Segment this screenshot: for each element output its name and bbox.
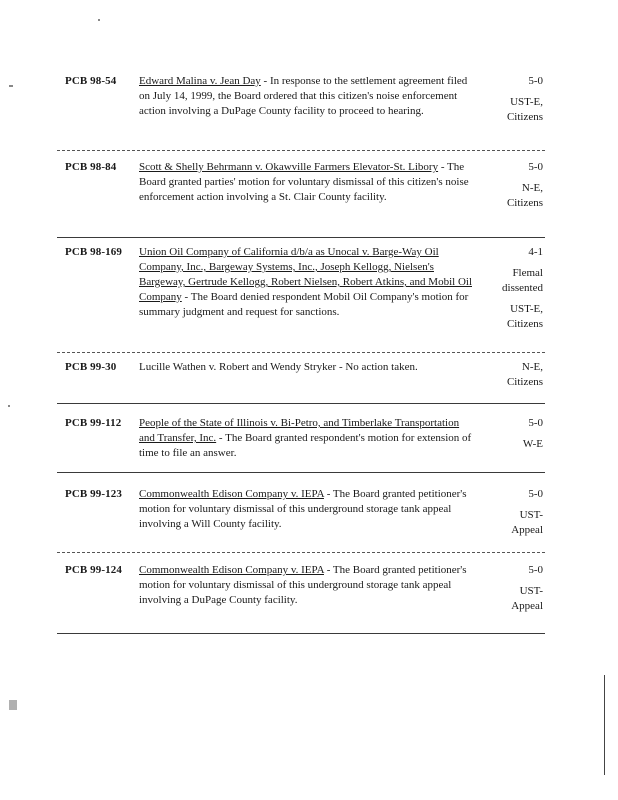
entry-separator bbox=[57, 150, 545, 151]
entry-separator bbox=[57, 633, 545, 634]
case-entry bbox=[57, 416, 545, 466]
case-category: Citizens bbox=[506, 376, 543, 388]
case-category: Appeal bbox=[511, 524, 543, 536]
case-entry bbox=[57, 487, 545, 537]
case-description bbox=[139, 360, 475, 375]
vote-tally: 5-0 bbox=[528, 161, 543, 173]
case-number: PCB 98-169 bbox=[65, 246, 122, 258]
case-description bbox=[139, 416, 475, 461]
case-description bbox=[139, 563, 475, 608]
vote-column bbox=[483, 360, 543, 390]
case-type: N-E, bbox=[521, 361, 543, 373]
case-parties: Union Oil Company of California d/b/a as Unocal v. Barge-Way Oil Company, Inc., Bargeway Systems, Inc., Joseph Kellogg, Nielsen's Bargeway, Gertrude Kellogg, Robert Nielsen, Robert Atkins, and Mobil Oil Company bbox=[139, 246, 472, 303]
dissent-name: Flemal bbox=[512, 267, 543, 279]
case-category: Citizens bbox=[506, 111, 543, 123]
vote-column bbox=[483, 416, 543, 452]
case-description bbox=[139, 74, 475, 119]
entry-separator bbox=[57, 552, 545, 553]
case-entry bbox=[57, 245, 545, 345]
vote-column bbox=[483, 74, 543, 125]
case-type: N-E, bbox=[521, 182, 543, 194]
entry-separator bbox=[57, 237, 545, 238]
case-number: PCB 98-54 bbox=[65, 75, 117, 87]
case-parties: Commonwealth Edison Company v. IEPA bbox=[139, 488, 324, 500]
entry-separator bbox=[57, 403, 545, 404]
scan-speck bbox=[604, 675, 605, 775]
case-parties: Scott & Shelly Behrmann v. Okawville Farmers Elevator-St. Libory bbox=[139, 161, 439, 173]
vote-column bbox=[483, 563, 543, 614]
case-action-text: - The Board denied respondent Mobil Oil Company's motion for summary judgment and request for sanctions. bbox=[139, 291, 469, 318]
case-category: Citizens bbox=[506, 197, 543, 209]
scan-speck bbox=[98, 19, 100, 21]
case-type: UST- bbox=[519, 509, 543, 521]
case-parties: People of the State of Illinois v. Bi-Petro, and Timberlake Transportation and Transfer, Inc. bbox=[139, 417, 460, 444]
case-number: PCB 99-123 bbox=[65, 488, 122, 500]
vote-tally: 5-0 bbox=[528, 564, 543, 576]
entry-separator bbox=[57, 352, 545, 353]
entry-separator bbox=[57, 472, 545, 473]
case-description bbox=[139, 245, 475, 320]
case-category: Citizens bbox=[506, 318, 543, 330]
case-action-text: - The Board granted petitioner's motion for voluntary dismissal of this underground storage tank appeal involving a DuPage County facility. bbox=[139, 564, 467, 606]
vote-tally: 5-0 bbox=[528, 75, 543, 87]
vote-column bbox=[483, 160, 543, 211]
case-entry bbox=[57, 563, 545, 613]
case-parties: Edward Malina v. Jean Day bbox=[139, 75, 261, 87]
case-parties: Commonwealth Edison Company v. IEPA bbox=[139, 564, 324, 576]
case-type: UST- bbox=[519, 585, 543, 597]
vote-tally: 4-1 bbox=[528, 246, 543, 258]
scan-speck bbox=[9, 700, 17, 710]
case-category: Appeal bbox=[511, 600, 543, 612]
case-number: PCB 99-112 bbox=[65, 417, 122, 429]
vote-column bbox=[483, 487, 543, 538]
case-type: UST-E, bbox=[510, 303, 543, 315]
case-action-text: - The Board granted respondent's motion for extension of time to file an answer. bbox=[139, 432, 472, 459]
case-action-text: - The Board granted parties' motion for voluntary dismissal of this citizen's noise enforcement action involving a St. Clair County facility. bbox=[139, 161, 469, 203]
case-entry bbox=[57, 360, 545, 392]
scan-speck bbox=[8, 405, 10, 407]
case-action-text: - The Board granted petitioner's motion for voluntary dismissal of this underground storage tank appeal involving a Will County facility. bbox=[139, 488, 467, 530]
case-number: PCB 99-30 bbox=[65, 361, 117, 373]
case-description bbox=[139, 487, 475, 532]
case-entry bbox=[57, 160, 545, 220]
case-type: W-E bbox=[522, 438, 543, 450]
case-number: PCB 98-84 bbox=[65, 161, 117, 173]
case-description bbox=[139, 160, 475, 205]
case-type: UST-E, bbox=[510, 96, 543, 108]
case-number: PCB 99-124 bbox=[65, 564, 122, 576]
scan-speck bbox=[9, 85, 13, 87]
case-action-text: Lucille Wathen v. Robert and Wendy Stryker - No action taken. bbox=[139, 361, 418, 373]
vote-column bbox=[483, 245, 543, 332]
vote-tally: 5-0 bbox=[528, 417, 543, 429]
case-entry bbox=[57, 74, 545, 134]
vote-tally: 5-0 bbox=[528, 488, 543, 500]
dissent-label: dissented bbox=[502, 282, 543, 294]
case-action-text: - In response to the settlement agreement filed on July 14, 1999, the Board ordered that this citizen's noise enforcement action involving a DuPage County facility to proceed to hearing. bbox=[139, 75, 468, 117]
